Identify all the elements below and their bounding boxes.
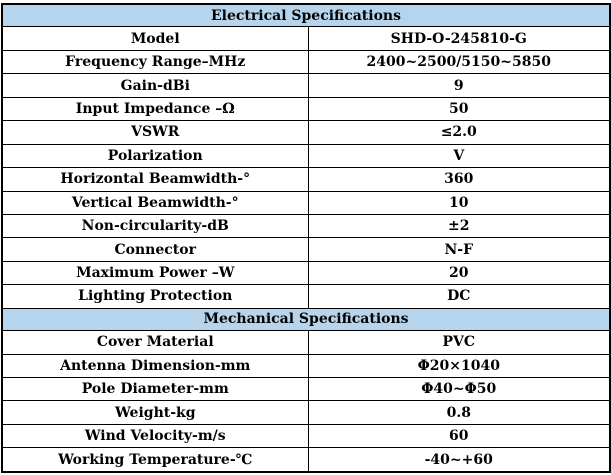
table-row	[2, 214, 610, 237]
table-row	[2, 238, 610, 261]
table-row	[2, 331, 610, 354]
table-row	[2, 50, 610, 73]
specifications-table	[1, 3, 611, 473]
electrical-section-header	[2, 4, 610, 27]
spec-label: Polarization	[2, 144, 308, 167]
table-row	[2, 97, 610, 120]
spec-label: Pole Diameter-mm	[2, 377, 308, 400]
spec-label: Wind Velocity-m/s	[2, 424, 308, 447]
spec-value: Φ20×1040	[308, 354, 610, 377]
spec-value: ±2	[308, 214, 610, 237]
spec-label: Gain-dBi	[2, 74, 308, 97]
spec-label: Working Temperature-℃	[2, 448, 308, 472]
spec-value: 2400~2500/5150~5850	[308, 50, 610, 73]
spec-value: 20	[308, 261, 610, 284]
table-row	[2, 401, 610, 424]
table-row	[2, 168, 610, 191]
spec-label: Frequency Range–MHz	[2, 50, 308, 73]
table-row	[2, 285, 610, 308]
table-row	[2, 448, 610, 472]
spec-label: Cover Material	[2, 331, 308, 354]
spec-label: Horizontal Beamwidth-°	[2, 168, 308, 191]
spec-value: V	[308, 144, 610, 167]
table-row	[2, 424, 610, 447]
spec-value: 50	[308, 97, 610, 120]
spec-value: Φ40~Φ50	[308, 377, 610, 400]
table-row	[2, 354, 610, 377]
spec-value: 60	[308, 424, 610, 447]
table-row	[2, 144, 610, 167]
spec-label: Model	[2, 27, 308, 50]
spec-value: ≤2.0	[308, 121, 610, 144]
spec-value: 0.8	[308, 401, 610, 424]
table-row	[2, 377, 610, 400]
spec-label: Maximum Power –W	[2, 261, 308, 284]
spec-label: Connector	[2, 238, 308, 261]
spec-value: 9	[308, 74, 610, 97]
table-row	[2, 74, 610, 97]
spec-label: Vertical Beamwidth-°	[2, 191, 308, 214]
spec-label: Weight-kg	[2, 401, 308, 424]
spec-value: DC	[308, 285, 610, 308]
spec-label: Lighting Protection	[2, 285, 308, 308]
spec-value: 360	[308, 168, 610, 191]
spec-label: Antenna Dimension-mm	[2, 354, 308, 377]
table-row	[2, 121, 610, 144]
spec-label: Input Impedance –Ω	[2, 97, 308, 120]
table-row	[2, 191, 610, 214]
spec-value: -40~+60	[308, 448, 610, 472]
spec-value: PVC	[308, 331, 610, 354]
table-row	[2, 27, 610, 50]
spec-label: VSWR	[2, 121, 308, 144]
mechanical-section-header	[2, 308, 610, 330]
mechanical-section-title: Mechanical Specifications	[2, 308, 610, 330]
spec-value: N-F	[308, 238, 610, 261]
table-row	[2, 261, 610, 284]
spec-value: SHD-O-245810-G	[308, 27, 610, 50]
spec-label: Non-circularity-dB	[2, 214, 308, 237]
specifications-table-body	[2, 4, 610, 472]
electrical-section-title: Electrical Specifications	[2, 4, 610, 27]
spec-value: 10	[308, 191, 610, 214]
